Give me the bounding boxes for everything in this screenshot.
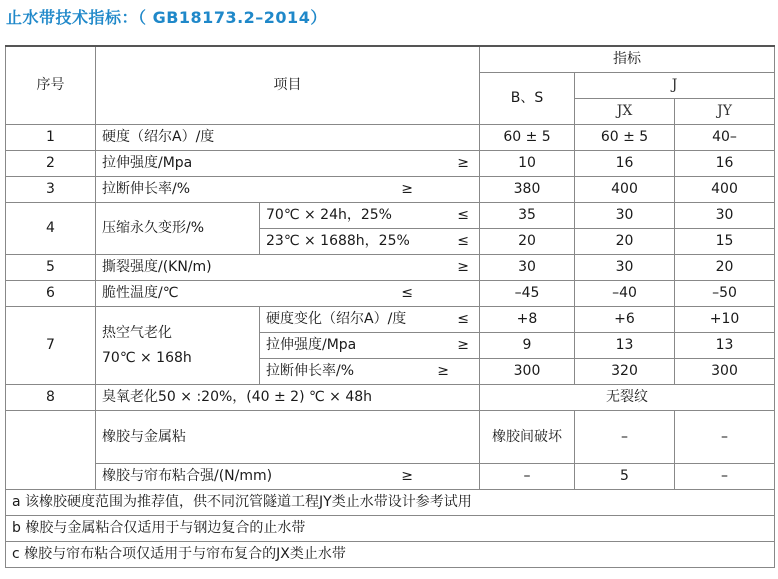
comparison-symbol: ≤ bbox=[457, 311, 469, 327]
page-title bbox=[6, 5, 327, 31]
table-row bbox=[6, 307, 775, 333]
value-jy: 40– bbox=[675, 125, 775, 151]
row-number: 1 bbox=[6, 125, 96, 151]
row-item-line2: 70℃ × 168h bbox=[102, 349, 192, 366]
comparison-symbol: ≥ bbox=[457, 155, 469, 171]
value-jy: 300 bbox=[675, 359, 775, 385]
value-jy: – bbox=[675, 464, 775, 490]
value-jx: 20 bbox=[575, 229, 675, 255]
value-jx: 60 ± 5 bbox=[575, 125, 675, 151]
comparison-symbol: ≥ bbox=[437, 363, 449, 379]
row-item: 橡胶与帘布粘合强/(N/mm) bbox=[102, 468, 273, 484]
sub-item: 硬度变化（绍尔A）/度 bbox=[266, 311, 407, 327]
value-result: 无裂纹 bbox=[480, 385, 775, 411]
row-number: 5 bbox=[6, 255, 96, 281]
header-item: 项目 bbox=[96, 46, 480, 125]
table-row bbox=[6, 125, 775, 151]
row-number: 8 bbox=[6, 385, 96, 411]
note-row bbox=[6, 490, 775, 516]
table-row bbox=[6, 464, 775, 490]
value-bs: +8 bbox=[480, 307, 575, 333]
value-jy: 13 bbox=[675, 333, 775, 359]
row-item: 拉伸强度/Mpa bbox=[102, 155, 193, 171]
note-c: c 橡胶与帘布粘合项仅适用于与帘布复合的JX类止水带 bbox=[6, 542, 775, 568]
sub-item-cell bbox=[260, 203, 480, 229]
value-jx: 320 bbox=[575, 359, 675, 385]
sub-item-cell bbox=[260, 307, 480, 333]
value-jy: 20 bbox=[675, 255, 775, 281]
header-jy: JY bbox=[675, 99, 775, 125]
sub-item-cell bbox=[260, 229, 480, 255]
value-jx: 16 bbox=[575, 151, 675, 177]
spec-table bbox=[5, 45, 775, 568]
value-bs: –45 bbox=[480, 281, 575, 307]
comparison-symbol: ≥ bbox=[457, 337, 469, 353]
note-row bbox=[6, 542, 775, 568]
header-bs: B、S bbox=[480, 73, 575, 125]
comparison-symbol: ≤ bbox=[457, 207, 469, 223]
value-bs: 橡胶间破坏 bbox=[480, 411, 575, 464]
value-bs: 9 bbox=[480, 333, 575, 359]
value-jx: 400 bbox=[575, 177, 675, 203]
row-item-line1: 热空气老化 bbox=[102, 324, 172, 341]
header-jx: JX bbox=[575, 99, 675, 125]
row-item-cell bbox=[96, 307, 260, 385]
row-number: 3 bbox=[6, 177, 96, 203]
value-bs: – bbox=[480, 464, 575, 490]
value-bs: 380 bbox=[480, 177, 575, 203]
row-item: 臭氧老化50 × :20%，(40 ± 2) ℃ × 48h bbox=[96, 385, 480, 411]
value-bs: 20 bbox=[480, 229, 575, 255]
value-jy: 30 bbox=[675, 203, 775, 229]
value-jy: – bbox=[675, 411, 775, 464]
value-jy: –50 bbox=[675, 281, 775, 307]
comparison-symbol: ≥ bbox=[401, 181, 413, 197]
sub-item: 拉伸强度/Mpa bbox=[266, 337, 357, 353]
comparison-symbol: ≥ bbox=[457, 259, 469, 275]
value-bs: 30 bbox=[480, 255, 575, 281]
value-jy: 16 bbox=[675, 151, 775, 177]
value-bs: 35 bbox=[480, 203, 575, 229]
row-number: 4 bbox=[6, 203, 96, 255]
header-seq: 序号 bbox=[6, 46, 96, 125]
note-a: a 该橡胶硬度范围为推荐值，供不同沉管隧道工程JY类止水带设计参考试用 bbox=[6, 490, 775, 516]
row-item: 橡胶与金属粘 bbox=[96, 411, 480, 464]
value-jx: 13 bbox=[575, 333, 675, 359]
table-row bbox=[6, 255, 775, 281]
table-row bbox=[6, 203, 775, 229]
value-jx: 30 bbox=[575, 203, 675, 229]
row-number: 7 bbox=[6, 307, 96, 385]
title-main: 止水带技术指标： bbox=[6, 8, 139, 27]
row-item: 拉断伸长率/% bbox=[102, 181, 191, 197]
row-item-cell bbox=[96, 177, 480, 203]
value-jy: 400 bbox=[675, 177, 775, 203]
table-row bbox=[6, 411, 775, 464]
table-row bbox=[6, 281, 775, 307]
title-standard: （ GB18173.2–2014） bbox=[138, 8, 327, 27]
sub-item-cell bbox=[260, 359, 480, 385]
sub-item: 23℃ × 1688h，25% bbox=[266, 233, 410, 249]
row-item-cell bbox=[96, 281, 480, 307]
sub-item: 70℃ × 24h，25% bbox=[266, 207, 392, 223]
row-item-cell bbox=[96, 255, 480, 281]
value-jx: 5 bbox=[575, 464, 675, 490]
value-bs: 60 ± 5 bbox=[480, 125, 575, 151]
header-row-1 bbox=[6, 46, 775, 73]
value-jx: –40 bbox=[575, 281, 675, 307]
comparison-symbol: ≤ bbox=[457, 233, 469, 249]
row-item: 撕裂强度/(KN/m) bbox=[102, 259, 212, 275]
row-item: 硬度（绍尔A）/度 bbox=[96, 125, 480, 151]
comparison-symbol: ≥ bbox=[401, 468, 413, 484]
row-item: 压缩永久变形/% bbox=[96, 203, 260, 255]
note-row bbox=[6, 516, 775, 542]
value-jy: 15 bbox=[675, 229, 775, 255]
header-j: J bbox=[575, 73, 775, 99]
value-jx: – bbox=[575, 411, 675, 464]
value-jx: +6 bbox=[575, 307, 675, 333]
value-bs: 300 bbox=[480, 359, 575, 385]
sub-item-cell bbox=[260, 333, 480, 359]
note-b: b 橡胶与金属粘合仅适用于与钢边复合的止水带 bbox=[6, 516, 775, 542]
comparison-symbol: ≤ bbox=[401, 285, 413, 301]
table-row bbox=[6, 385, 775, 411]
row-item: 脆性温度/℃ bbox=[102, 285, 179, 301]
row-item-cell bbox=[96, 464, 480, 490]
row-item-cell bbox=[96, 151, 480, 177]
row-number: 2 bbox=[6, 151, 96, 177]
table-row bbox=[6, 177, 775, 203]
row-number-empty bbox=[6, 411, 96, 490]
table-row bbox=[6, 151, 775, 177]
value-bs: 10 bbox=[480, 151, 575, 177]
header-indicator: 指标 bbox=[480, 46, 775, 73]
sub-item: 拉断伸长率/% bbox=[266, 363, 355, 379]
value-jy: +10 bbox=[675, 307, 775, 333]
row-number: 6 bbox=[6, 281, 96, 307]
value-jx: 30 bbox=[575, 255, 675, 281]
